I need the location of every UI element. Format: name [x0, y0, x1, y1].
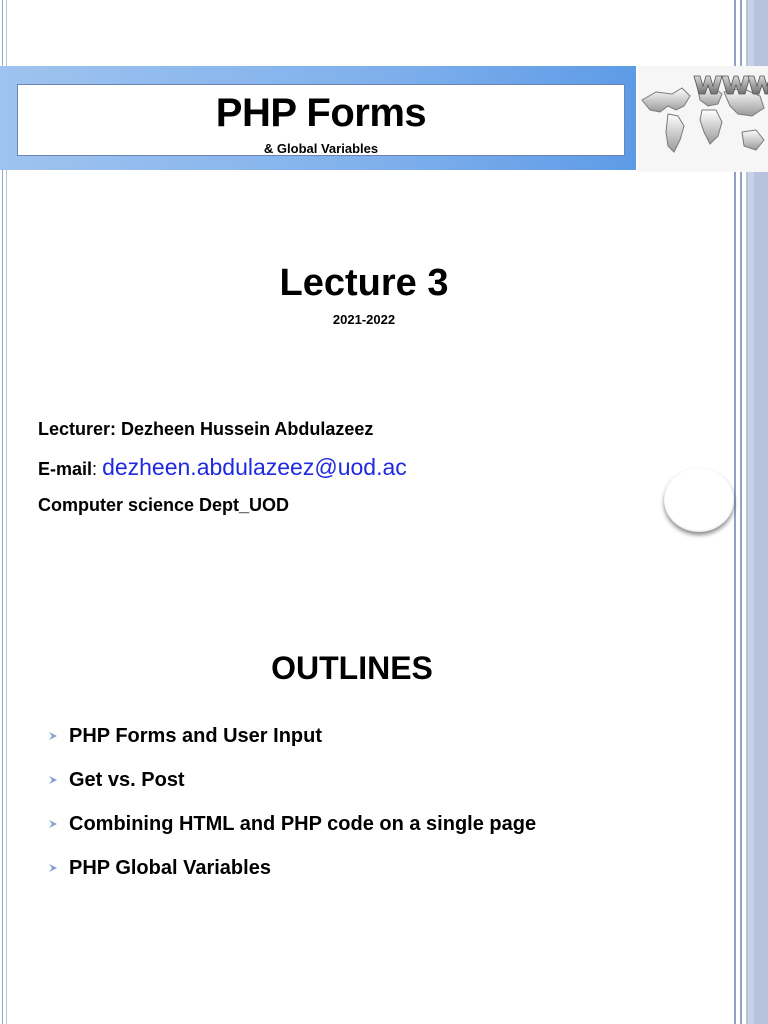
outline-list	[44, 722, 536, 898]
academic-year: 2021-2022	[332, 312, 396, 327]
world-map-www-icon	[638, 66, 768, 172]
title-banner	[0, 66, 636, 170]
bullet-arrow-icon	[48, 775, 58, 785]
bullet-arrow-icon	[48, 863, 58, 873]
title-box	[17, 84, 625, 156]
outline-item-label: PHP Global Variables	[69, 857, 271, 879]
slide-subtitle: & Global Variables	[263, 141, 379, 156]
lecture-title: Lecture 3	[279, 262, 449, 304]
slide-title: PHP Forms	[215, 91, 427, 135]
email-label: E-mail	[38, 459, 93, 479]
email-link[interactable]: dezheen.abdulazeez@uod.ac	[102, 454, 407, 480]
decorative-circle	[664, 468, 734, 532]
outline-item	[44, 810, 536, 854]
department: Computer science Dept_UOD	[38, 495, 290, 515]
lecturer-name: Lecturer: Dezheen Hussein Abdulazeez	[38, 419, 374, 439]
bullet-arrow-icon	[48, 731, 58, 741]
outline-item-label: Get vs. Post	[69, 769, 185, 791]
outline-item	[44, 766, 536, 810]
email-row	[38, 454, 407, 481]
outline-item	[44, 722, 536, 766]
outline-item-label: Combining HTML and PHP code on a single page	[69, 813, 537, 835]
bullet-arrow-icon	[48, 819, 58, 829]
email-colon: :	[92, 459, 98, 479]
outline-item-label: PHP Forms and User Input	[69, 725, 323, 747]
outlines-heading: OUTLINES	[271, 650, 433, 686]
outline-item	[44, 854, 536, 898]
